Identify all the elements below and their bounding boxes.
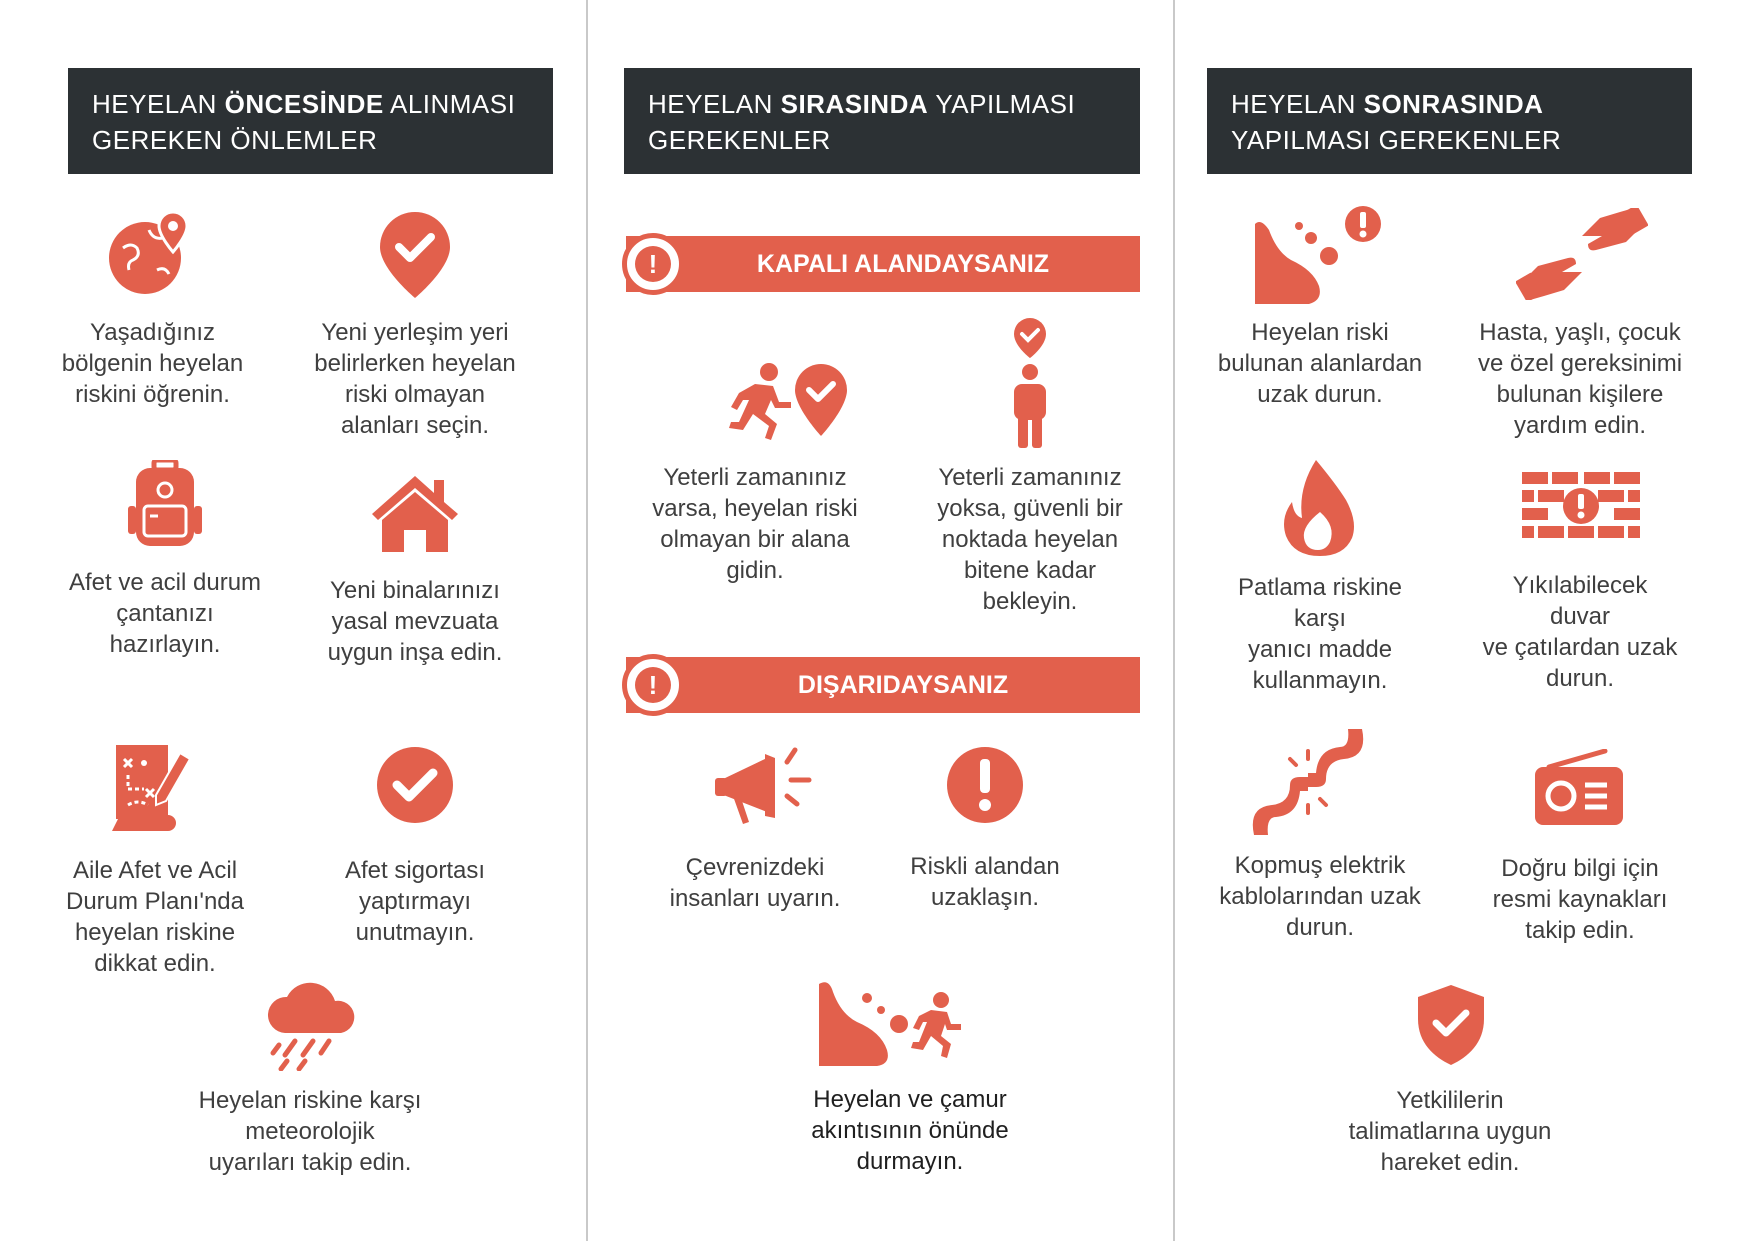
during-item-go-safe-area [645,360,865,590]
banner-outdoor [626,657,1140,713]
header-before: HEYELAN ÖNCESİNDE ALINMASI GEREKEN ÖNLEMLER [68,68,553,174]
after-item-follow-authorities [1330,985,1570,1175]
item-text: Hasta, yaşlı, çocuk ve özel gereksinimi bulunan kişilere yardım edin. [1477,319,1683,439]
after-item-avoid-cables [1215,725,1425,945]
broken-cable-icon [1250,725,1366,839]
item-text: Yaşadığınız bölgenin heyelan riskini öğrenin. [61,319,244,408]
before-item-safe-settlement [310,200,520,440]
item-text: Doğru bilgi için resmi kaynakları takip edin. [1492,855,1668,944]
item-text: Patlama riskine karşı yanıcı madde kullanmayın. [1237,574,1403,694]
header-after: HEYELAN SONRASINDA YAPILMASI GEREKENLER [1207,68,1692,174]
item-text: Afet sigortası yaptırmayı unutmayın. [344,857,486,946]
radio-icon [1535,749,1623,825]
item-text: Yeni yerleşim yeri belirlerken heyelan riski olmayan alanları seçin. [314,319,516,439]
before-item-family-plan [55,745,255,980]
after-item-help-vulnerable [1470,200,1690,440]
item-text: Heyelan ve çamur akıntısının önünde durmayın. [811,1086,1009,1175]
exclamation-circle-icon [945,745,1025,825]
header-during: HEYELAN SIRASINDA YAPILMASI GEREKENLER [624,68,1140,174]
item-text: Afet ve acil durum çantanızı hazırlayın. [68,569,262,658]
after-item-official-sources [1480,745,1680,945]
before-item-weather-warnings [185,975,435,1175]
landslide-runner-icon [815,978,995,1068]
runner-check-icon [725,360,849,442]
before-item-learn-risk [50,200,255,415]
location-check-icon [380,212,450,298]
banner-label: KAPALI ALANDAYSANIZ [756,250,1050,278]
before-item-legal-buildings [310,470,520,670]
item-text: Yetkililerin talimatlarına uygun hareket edin. [1348,1087,1552,1176]
after-item-stay-away-risk [1215,200,1425,408]
item-text: Çevrenizdeki insanları uyarın. [669,854,841,912]
column-divider-2 [1173,0,1175,1241]
column-divider-1 [586,0,588,1241]
during-item-avoid-mudflow [790,978,1030,1178]
helping-hands-icon [1516,208,1648,300]
item-text: Yeterli zamanınız yoksa, güvenli bir noktada heyelan bitene kadar bekleyin. [937,464,1123,615]
brick-wall-warning-icon [1522,472,1640,540]
banner-label: DIŞARIDAYSANIZ [797,671,1009,699]
item-text: Kopmuş elektrik kablolarından uzak durun. [1219,852,1421,941]
item-text: Riskli alandan uzaklaşın. [910,853,1060,911]
flame-icon [1282,460,1358,556]
house-icon [368,472,462,552]
shield-check-icon [1418,985,1484,1065]
during-item-wait-safe-spot [920,318,1140,618]
plan-document-icon [108,745,192,831]
item-text: Yıkılabilecek duvar ve çatılardan uzak durun. [1482,572,1678,692]
backpack-icon [128,460,202,548]
megaphone-icon [715,740,813,830]
item-text: Aile Afet ve Acil Durum Planı'nda heyelan riskine dikkat edin. [65,857,244,977]
during-item-warn-people [655,740,855,920]
warning-badge-icon: ! [622,233,684,295]
during-item-leave-area [885,745,1085,915]
item-text: Heyelan riskine karşı meteorolojik uyarıları takip edin. [198,1087,422,1176]
check-circle-icon [375,745,455,825]
banner-indoor [626,236,1140,292]
item-text: Heyelan riski bulunan alanlardan uzak durun. [1217,319,1423,408]
warning-badge-icon: ! [622,654,684,716]
after-item-avoid-walls [1480,470,1680,692]
landslide-warning-icon [1253,204,1383,304]
item-text: Yeni binalarınızı yasal mevzuata uygun inşa edin. [327,577,503,666]
globe-pin-icon [105,210,195,300]
person-check-icon [1008,318,1052,448]
after-item-no-flammables [1215,460,1425,694]
before-item-insurance [315,745,515,945]
item-text: Yeterli zamanınız varsa, heyelan riski olmayan bir alana gidin. [652,464,858,584]
before-item-emergency-bag [60,460,270,670]
rain-cloud-icon [265,975,357,1071]
